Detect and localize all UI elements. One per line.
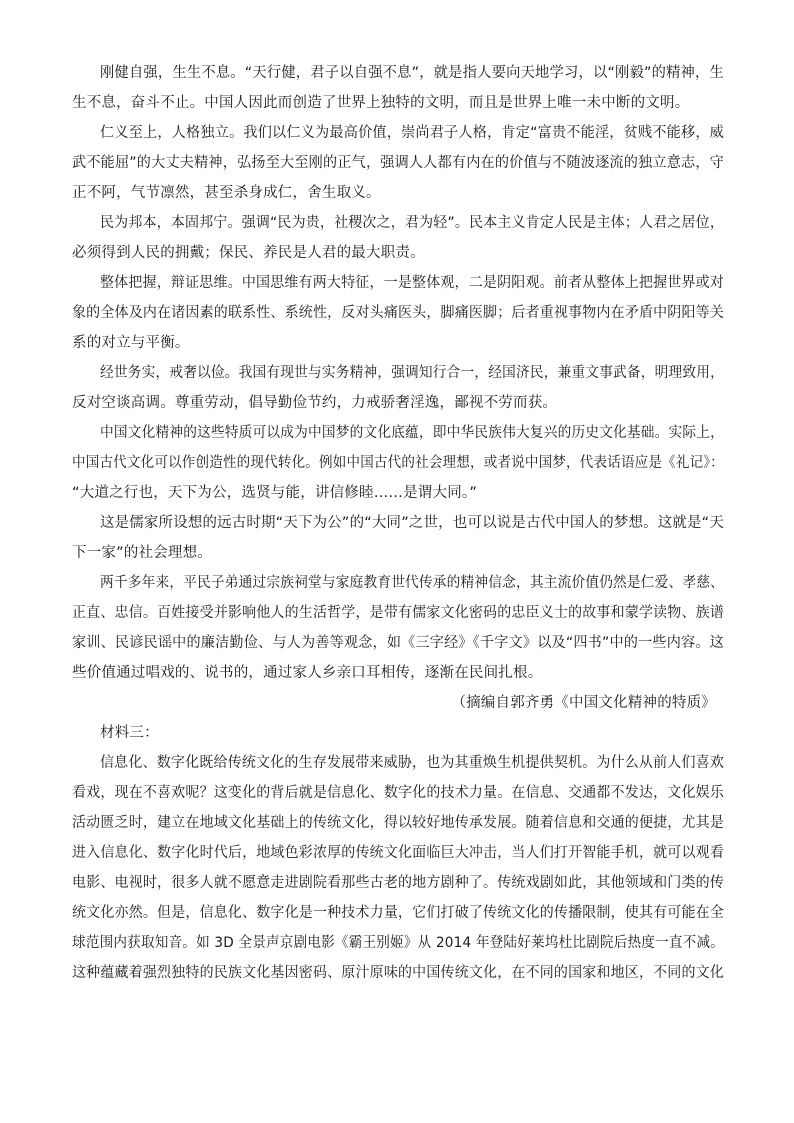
- text-line: “大道之行也，天下为公，选贤与能，讲信修睦……是谓大同。”: [72, 485, 478, 501]
- text-line: 系的对立与平衡。: [72, 335, 190, 351]
- text-line: 中国古代文化可以作创造性的现代转化。例如中国古代的社会理想，或者说中国梦，代表话语应是《礼记》：: [72, 455, 724, 471]
- section-heading: 材料三：: [100, 725, 159, 741]
- text-line: 民为邦本，本固邦宁。强调“民为贵，社稷次之，君为轻”。民本主义肯定人民是主体；人君之居位，: [100, 215, 725, 231]
- text-line: 两千多年来，平民子弟通过宗族祠堂与家庭教育世代传承的精神信念，其主流价值仍然是仁爱、孝慈、: [100, 575, 724, 591]
- text-line: 中国文化精神的这些特质可以成为中国梦的文化底蕴，即中华民族伟大复兴的历史文化基础。实际上，: [100, 425, 724, 441]
- text-line: 看戏，现在不喜欢呢？这变化的背后就是信息化、数字化的技术力量。在信息、交通都不发达，文化娱乐: [72, 785, 724, 801]
- text-line: 活动匮乏时，建立在地域文化基础上的传统文化，得以较好地传承发展。随着信息和交通的便捷，尤其是: [72, 815, 724, 831]
- text-line: 这种蕴藏着强烈独特的民族文化基因密码、原汁原味的中国传统文化，在不同的国家和地区，不同的文化: [72, 965, 724, 981]
- text-line: 象的全体及内在诸因素的联系性、系统性，反对头痛医头，脚痛医脚；后者重视事物内在矛盾中阴阳等关: [72, 305, 724, 321]
- text-line: 必须得到人民的拥戴；保民、养民是人君的最大职责。: [72, 245, 425, 261]
- text-line: 信息化、数字化既给传统文化的生存发展带来威胁，也为其重焕生机提供契机。为什么从前人们喜欢: [100, 755, 725, 771]
- text-line: 正不阿，气节凛然，甚至杀身成仁，舍生取义。: [72, 185, 381, 201]
- text-line: 经世务实，戒奢以俭。我国有现世与实务精神，强调知行合一，经国济民，兼重文事武备，明理致用，: [100, 365, 724, 381]
- text-line: 下一家”的社会理想。: [72, 545, 213, 561]
- text-line: 反对空谈高调。尊重劳动，倡导勤俭节约，力戒骄奢淫逸，鄙视不劳而获。: [72, 395, 558, 411]
- text-line: 球范围内获取知音。如 3D 全景声京剧电影《霸王别姬》从 2014 年登陆好莱坞杜比剧院后热度一直不减。: [72, 935, 725, 951]
- text-line: 统文化亦然。但是，信息化、数字化是一种技术力量，它们打破了传统文化的传播限制，使其有可能在全: [72, 905, 724, 921]
- text-line: 这是儒家所设想的远古时期“天下为公”的“大同”之世，也可以说是古代中国人的梦想。这就是“天: [100, 515, 724, 531]
- text-line: 正直、忠信。百姓接受并影响他人的生活哲学，是带有儒家文化密码的忠臣义士的故事和蒙学读物、族谱: [72, 605, 724, 621]
- text-line: 生不息，奋斗不止。中国人因此而创造了世界上独特的文明，而且是世界上唯一未中断的文明。: [72, 95, 690, 111]
- text-line: 整体把握，辩证思维。中国思维有两大特征，一是整体观，二是阴阳观。前者从整体上把握世界或对: [100, 275, 725, 291]
- text-line: 武不能屈”的大丈夫精神，弘扬至大至刚的正气，强调人人都有内在的价值与不随波逐流的独立意志，守: [72, 155, 725, 171]
- text-line: 电影、电视时，很多人就不愿意走进剧院看那些古老的地方剧种了。传统戏剧如此，其他领域和门类的传: [72, 875, 724, 891]
- text-line: 些价值通过唱戏的、说书的，通过家人乡亲口耳相传，逐渐在民间扎根。: [72, 665, 543, 681]
- text-line: 家训、民谚民谣中的廉洁勤俭、与人为善等观念，如《三字经》《千字文》以及“四书”中的一些内容。这: [72, 635, 724, 651]
- text-line: 刚健自强，生生不息。“天行健，君子以自强不息”，就是指人要向天地学习，以“刚毅”的精神，生: [100, 65, 724, 81]
- document-page: [72, 58, 724, 988]
- text-line: 进入信息化、数字化时代后，地域色彩浓厚的传统文化面临巨大冲击，当人们打开智能手机，就可以观看: [72, 845, 724, 861]
- source-citation: （摘编自郭齐勇《中国文化精神的特质》: [451, 695, 716, 711]
- text-line: 仁义至上，人格独立。我们以仁义为最高价值，崇尚君子人格，肯定“富贵不能淫，贫贱不能移，威: [100, 125, 725, 141]
